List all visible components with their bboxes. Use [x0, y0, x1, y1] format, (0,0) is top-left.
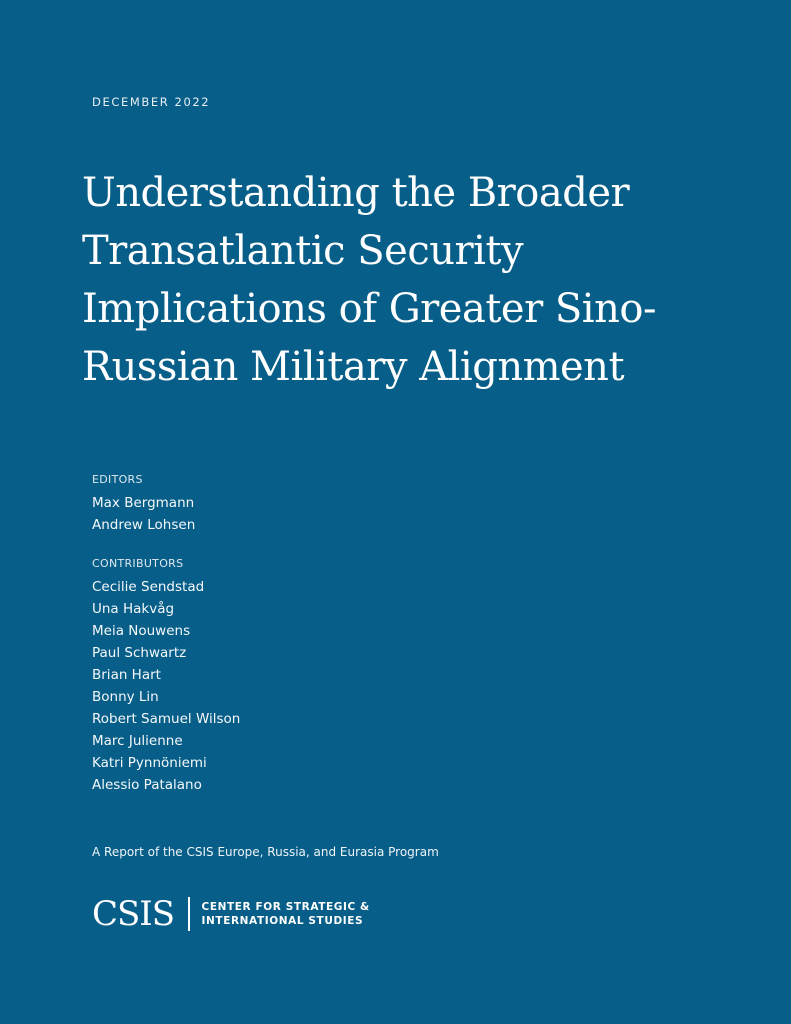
logo-mark: CSIS: [92, 894, 175, 934]
contributors-section: [92, 557, 240, 796]
title-line: Implications of Greater Sino-: [82, 286, 656, 332]
contributor-name: Alessio Patalano: [92, 777, 202, 793]
logo-text-line: INTERNATIONAL STUDIES: [201, 915, 364, 927]
publication-date: DECEMBER 2022: [92, 95, 211, 109]
contributor-name: Marc Julienne: [92, 733, 183, 749]
contributor-name: Brian Hart: [92, 667, 161, 683]
title-line: Russian Military Alignment: [82, 344, 625, 390]
title-line: Transatlantic Security: [82, 228, 524, 274]
contributor-name: Robert Samuel Wilson: [92, 711, 241, 727]
logo-divider: [188, 897, 190, 931]
contributors-label: CONTRIBUTORS: [92, 557, 184, 570]
contributor-name: Meia Nouwens: [92, 623, 191, 639]
title-line: Understanding the Broader: [82, 170, 630, 216]
csis-logo: [92, 896, 370, 932]
contributor-name: Paul Schwartz: [92, 645, 187, 661]
editors-section: [92, 473, 195, 536]
editor-name: Max Bergmann: [92, 495, 195, 511]
report-title: [82, 164, 742, 396]
contributor-name: Una Hakvåg: [92, 601, 175, 617]
logo-text-line: CENTER FOR STRATEGIC &: [201, 901, 370, 913]
contributor-name: Bonny Lin: [92, 689, 159, 705]
program-line: A Report of the CSIS Europe, Russia, and Eurasia Program: [92, 845, 439, 859]
logo-wordmark: [202, 900, 370, 928]
contributor-name: Cecilie Sendstad: [92, 579, 205, 595]
editors-label: EDITORS: [92, 473, 143, 486]
contributor-name: Katri Pynnöniemi: [92, 755, 207, 771]
editor-name: Andrew Lohsen: [92, 517, 196, 533]
